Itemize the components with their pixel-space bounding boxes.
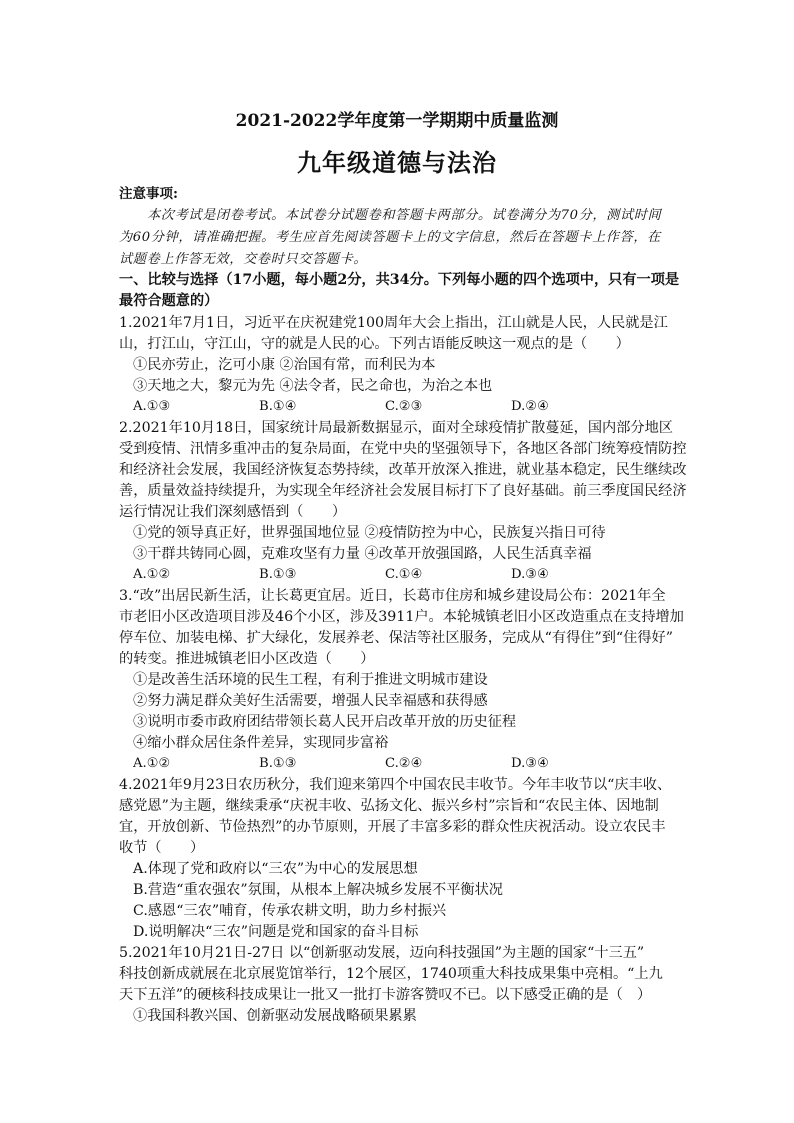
q5-stem-line-2: 科技创新成就展在北京展览馆举行，12个展区，1740项重大科技成果集中亮相。“上九: [119, 966, 663, 982]
q2-stem-line-4: 善，质量效益持续提升，为实现全年经济社会发展目标打下了良好基础。前三季度国民经济: [119, 483, 687, 499]
q2-statements-1: ①党的领导真正好，世界强国地位显 ②疫情防控为中心，民族复兴指日可待: [133, 525, 606, 541]
q3-statement-4: ④缩小群众居住条件差异，实现同步富裕: [133, 735, 389, 751]
exam-subject-title: 九年级道德与法治: [297, 148, 497, 177]
q5-stem-line-3: 天下五洋”的硬核科技成果让一批又一批打卡游客赞叹不已。以下感受正确的是（ ）: [119, 987, 652, 1003]
q3-choice-b: B.①③: [259, 756, 297, 771]
q3-statement-2: ②努力满足群众美好生活需要，增强人民幸福感和获得感: [133, 693, 488, 709]
q2-stem-line-3: 和经济社会发展，我国经济恢复态势持续，改革开放深入推进，就业基本稳定，民生继续改: [119, 462, 687, 478]
q4-stem-line-2: 感党恩”为主题，继续秉承“庆祝丰收、弘扬文化、振兴乡村”宗旨和“农民主体、因地制: [119, 798, 659, 814]
q2-choice-d: D.③④: [511, 567, 549, 582]
q3-stem-line-3: 停车位、加装电梯、扩大绿化，发展养老、保洁等社区服务，完成从“有得住”到“住得好”: [119, 630, 673, 646]
q3-stem-line-1: 3.“改”出居民新生活，让长葛更宜居。近日，长葛市住房和城乡建设局公布：2021年全: [119, 588, 666, 604]
q3-stem-line-4: 的转变。推进城镇老旧小区改造（ ）: [119, 651, 375, 667]
q4-stem-line-1: 4.2021年9月23日农历秋分，我们迎来第四个中国农民丰收节。今年丰收节以“庆丰收、: [119, 777, 672, 793]
q2-choice-b: B.①③: [259, 567, 297, 582]
q2-stem-line-5: 运行情况让我们深刻感悟到（ ）: [119, 504, 347, 520]
notice-line-1: 本次考试是闭卷考试。本试卷分试题卷和答题卡两部分。试卷满分为70分，测试时间: [147, 208, 662, 223]
notice-line-2: 为60分钟，请准确把握。考生应首先阅读答题卡上的文字信息，然后在答题卡上作答，在: [119, 230, 661, 245]
q5-stem-line-1: 5.2021年10月21日-27日 以“创新驱动发展，迈向科技强国”为主题的国家“十三五”: [119, 945, 645, 961]
q1-statements-1: ①民亦劳止，汔可小康 ②治国有常，而利民为本: [133, 357, 436, 373]
q1-choice-b: B.①④: [259, 399, 297, 414]
q2-stem-line-1: 2.2021年10月18日，国家统计局最新数据显示，面对全球疫情扩散蔓延，国内部分地区: [119, 420, 673, 436]
q3-stem-line-2: 市老旧小区改造项目涉及46个小区，涉及3911户。本轮城镇老旧小区改造重点在支持增加: [119, 609, 684, 625]
q3-statement-3: ③说明市委市政府团结带领长葛人民开启改革开放的历史征程: [133, 714, 517, 730]
section-heading-line-1: 一、比较与选择（17小题，每小题2分，共34分。下列每小题的四个选项中，只有一项是: [119, 272, 680, 288]
q3-choice-c: C.②④: [385, 756, 423, 771]
q1-stem-line-2: 山，打江山，守江山，守的就是人民的心。下列古语能反映这一观点的是（ ）: [119, 336, 630, 352]
q4-choice-b: B.营造“重农强农”氛围，从根本上解决城乡发展不平衡状况: [133, 882, 503, 898]
q3-choice-a: A.①②: [133, 756, 171, 771]
q1-statements-2: ③天地之大，黎元为先 ④法令者，民之命也，为治之本也: [133, 378, 493, 394]
q4-choice-d: D.说明解决“三农”问题是党和国家的奋斗目标: [133, 924, 419, 940]
q4-choice-c: C.感恩“三农”哺育，传承农耕文明，助力乡村振兴: [133, 903, 447, 919]
notice-heading: 注意事项:: [119, 186, 178, 202]
q4-stem-line-4: 收节（ ）: [119, 840, 205, 856]
section-heading-line-2: 最符合题意的）: [119, 293, 219, 309]
q2-stem-line-2: 受到疫情、汛情多重冲击的复杂局面，在党中央的坚强领导下，各地区各部门统筹疫情防控: [119, 441, 687, 457]
exam-term-title: 2021-2022学年度第一学期期中质量监测: [235, 111, 559, 131]
q2-choice-c: C.①④: [385, 567, 423, 582]
q1-choice-c: C.②③: [385, 399, 423, 414]
q5-statement-1: ①我国科教兴国、创新驱动发展战略硕果累累: [133, 1008, 417, 1024]
q3-statement-1: ①是改善生活环境的民生工程，有利于推进文明城市建设: [133, 672, 488, 688]
q4-stem-line-3: 宜，开放创新、节俭热烈”的办节原则，开展了丰富多彩的群众性庆祝活动。设立农民丰: [119, 819, 666, 835]
q3-choice-d: D.③④: [511, 756, 549, 771]
q2-statements-2: ③干群共铸同心圆，克难攻坚有力量 ④改革开放强国路，人民生活真幸福: [133, 546, 592, 562]
q2-choice-a: A.①②: [133, 567, 171, 582]
q1-choice-a: A.①③: [133, 399, 171, 414]
q1-choice-d: D.②④: [511, 399, 549, 414]
notice-line-3: 试题卷上作答无效，交卷时只交答题卡。: [119, 252, 368, 267]
q1-stem-line-1: 1.2021年7月1日，习近平在庆祝建党100周年大会上指出，江山就是人民，人民就是江: [119, 315, 668, 331]
q4-choice-a: A.体现了党和政府以“三农”为中心的发展思想: [133, 861, 418, 877]
